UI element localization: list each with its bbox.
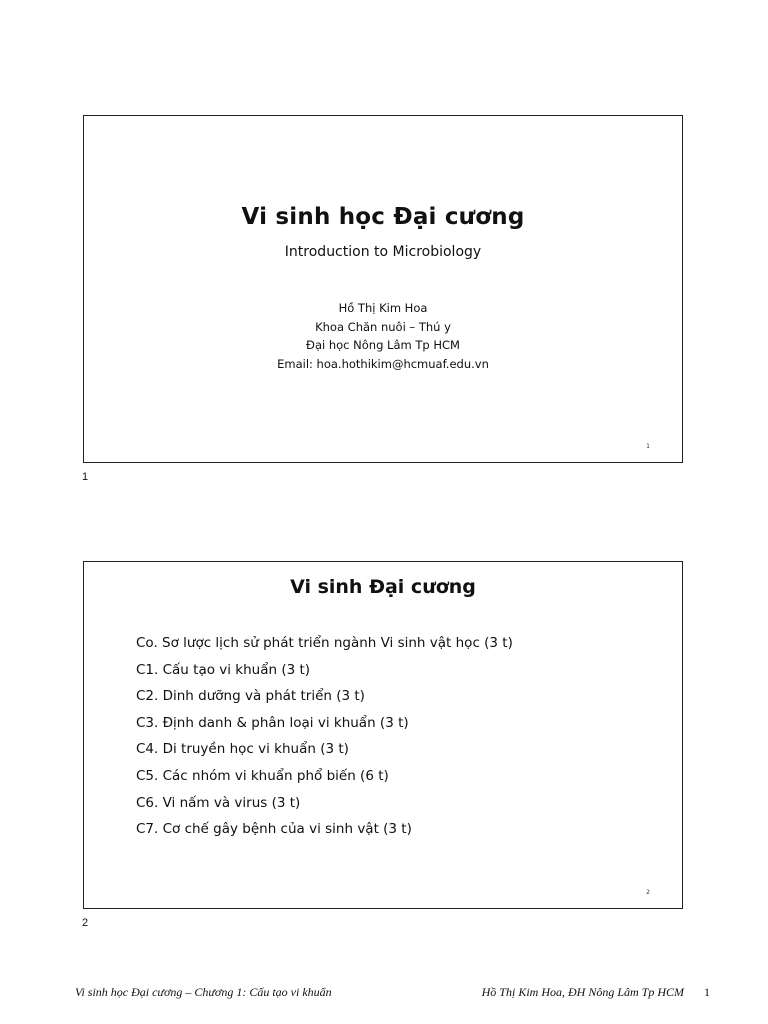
slide-1-number: 1 (646, 443, 650, 450)
chapter-item: C1. Cấu tạo vi khuẩn (3 t) (136, 661, 311, 678)
chapter-item: C5. Các nhóm vi khuẩn phổ biến (6 t) (136, 767, 389, 784)
chapter-item: C6. Vi nấm và virus (3 t) (136, 794, 301, 811)
chapter-item: C4. Di truyền học vi khuẩn (3 t) (136, 741, 349, 758)
slide-2-title: Vi sinh Đại cương (290, 576, 476, 598)
footer-author: Hồ Thị Kim Hoa, ĐH Nông Lâm Tp HCM (481, 985, 684, 999)
chapter-item: C2. Dinh dưỡng và phát triển (3 t) (136, 688, 365, 705)
footer-page-number: 1 (704, 985, 710, 999)
author-email: Email: hoa.hothikim@hcmuaf.edu.vn (277, 356, 489, 371)
chapter-item: C7. Cơ chế gây bệnh của vi sinh vật (3 t) (136, 821, 412, 838)
slide-2 (83, 561, 683, 909)
author-department: Khoa Chăn nuôi – Thú y (315, 319, 451, 334)
chapter-item: C3. Định danh & phân loại vi khuẩn (3 t) (136, 714, 409, 731)
page-label-1: 1 (82, 471, 89, 483)
slide-1-subtitle: Introduction to Microbiology (284, 244, 482, 260)
author-university: Đại học Nông Lâm Tp HCM (306, 338, 460, 352)
page-footer (0, 985, 768, 1001)
slide-1 (83, 115, 683, 463)
footer-course-title: Vi sinh học Đại cương – Chương 1: Cấu tạo vi khuẩn (75, 985, 332, 999)
slide-2-number: 2 (646, 889, 650, 896)
chapter-list (136, 630, 513, 843)
chapter-item: Co. Sơ lược lịch sử phát triển ngành Vi sinh vật học (3 t) (136, 635, 513, 651)
author-name: Hồ Thị Kim Hoa (338, 301, 428, 315)
page-label-2: 2 (82, 917, 89, 929)
author-block (84, 299, 682, 373)
slide-1-title: Vi sinh học Đại cương (241, 204, 525, 230)
